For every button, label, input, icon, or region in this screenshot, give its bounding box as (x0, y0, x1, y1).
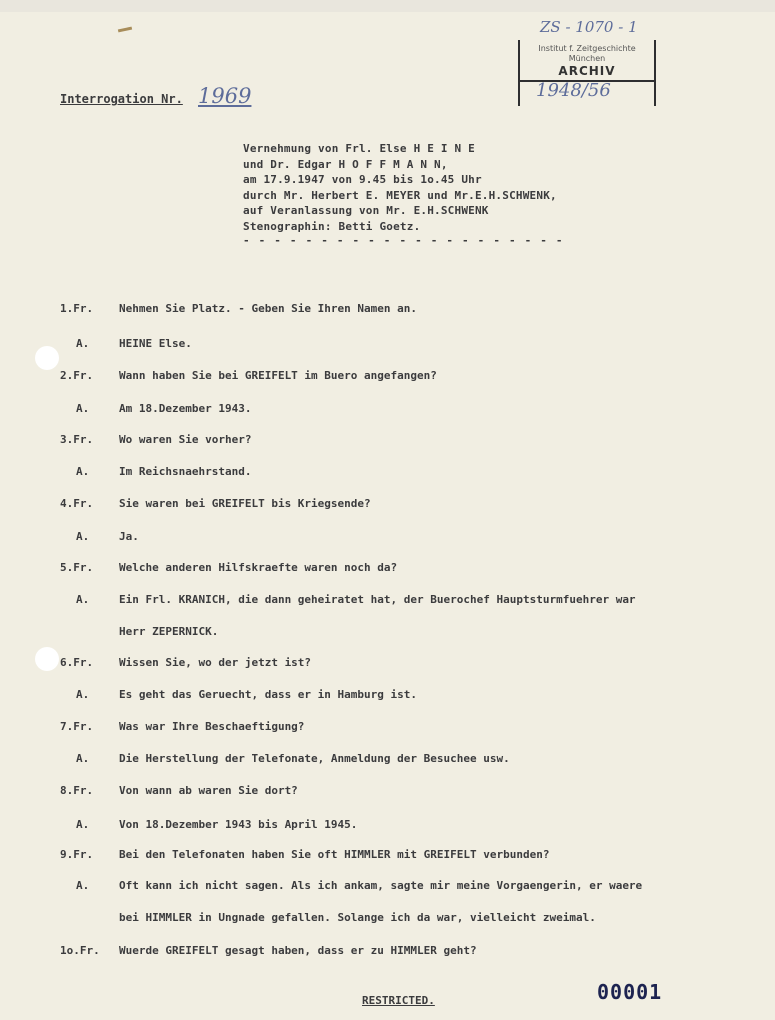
qa-text: Was war Ihre Beschaeftigung? (119, 720, 305, 733)
qa-text: Herr ZEPERNICK. (119, 625, 219, 638)
qa-label: 9.Fr. (60, 848, 94, 861)
qa-text: Wo waren Sie vorher? (119, 433, 252, 446)
qa-text: HEINE Else. (119, 337, 192, 350)
qa-text: Welche anderen Hilfskraefte waren noch da? (119, 561, 398, 574)
qa-text: Von wann ab waren Sie dort? (119, 784, 298, 797)
interrogation-header (243, 141, 557, 234)
qa-label: A. (76, 402, 90, 415)
qa-label: A. (76, 688, 90, 701)
page-number: 00001 (597, 980, 663, 1004)
qa-text: Die Herstellung der Telefonate, Anmeldung der Besuchee usw. (119, 752, 510, 765)
qa-text: Nehmen Sie Platz. - Geben Sie Ihren Namen an. (119, 302, 418, 315)
qa-label: A. (76, 530, 90, 543)
qa-label: A. (76, 879, 90, 892)
interrogation-label: Interrogation Nr. (60, 92, 183, 106)
qa-text: Wann haben Sie bei GREIFELT im Buero angefangen? (119, 369, 437, 382)
qa-label: A. (76, 465, 90, 478)
qa-label: 3.Fr. (60, 433, 94, 446)
qa-label: 6.Fr. (60, 656, 94, 669)
qa-text: Wissen Sie, wo der jetzt ist? (119, 656, 312, 669)
archive-institute: Institut f. Zeitgeschichte (538, 44, 636, 53)
qa-text: Es geht das Geruecht, dass er in Hamburg ist. (119, 688, 418, 701)
archive-label: ARCHIV (558, 64, 616, 78)
qa-label: 1.Fr. (60, 302, 94, 315)
interrogation-number: 1969 (198, 84, 252, 108)
qa-text: Im Reichsnaehrstand. (119, 465, 252, 478)
qa-text: Am 18.Dezember 1943. (119, 402, 252, 415)
archive-number: 1948/56 (536, 80, 611, 101)
header-line: Stenographin: Betti Goetz. (243, 219, 421, 233)
qa-text: Oft kann ich nicht sagen. Als ich ankam, sagte mir meine Vorgaengerin, er waere (119, 879, 643, 892)
qa-label: A. (76, 337, 90, 350)
header-line: auf Veranlassung von Mr. E.H.SCHWENK (243, 204, 489, 217)
header-line: und Dr. Edgar H O F F M A N N, (243, 157, 448, 171)
qa-text: Ja. (119, 530, 139, 543)
qa-label: A. (76, 752, 90, 765)
qa-text: Sie waren bei GREIFELT bis Kriegsende? (119, 497, 371, 510)
qa-text: bei HIMMLER in Ungnade gefallen. Solange ich da war, vielleicht zweimal. (119, 911, 596, 924)
qa-text: Ein Frl. KRANICH, die dann geheiratet hat, der Buerochef Hauptsturmfuehrer war (119, 593, 636, 606)
qa-label: A. (76, 593, 90, 606)
qa-text: Von 18.Dezember 1943 bis April 1945. (119, 818, 358, 831)
punch-hole (35, 647, 59, 671)
qa-label: 7.Fr. (60, 720, 94, 733)
archive-city: München (568, 54, 606, 63)
qa-text: Wuerde GREIFELT gesagt haben, dass er zu HIMMLER geht? (119, 944, 477, 957)
header-line: Vernehmung von Frl. Else H E I N E (243, 142, 475, 155)
header-line: durch Mr. Herbert E. MEYER und Mr.E.H.SCHWENK, (243, 188, 557, 202)
header-line: am 17.9.1947 von 9.45 bis 1o.45 Uhr (243, 173, 482, 186)
qa-text: Bei den Telefonaten haben Sie oft HIMMLER mit GREIFELT verbunden? (119, 848, 550, 861)
archive-stamp (518, 40, 656, 106)
qa-label: 8.Fr. (60, 784, 94, 797)
punch-hole (35, 346, 59, 370)
qa-label: 1o.Fr. (60, 944, 100, 957)
qa-label: A. (76, 818, 90, 831)
header-separator: - - - - - - - - - - - - - - - - - - - - - (243, 234, 564, 247)
qa-label: 5.Fr. (60, 561, 94, 574)
qa-label: 2.Fr. (60, 369, 94, 382)
restricted-label: RESTRICTED. (362, 994, 435, 1007)
qa-label: 4.Fr. (60, 497, 94, 510)
archive-handwritten-reference: ZS - 1070 - 1 (540, 18, 638, 36)
